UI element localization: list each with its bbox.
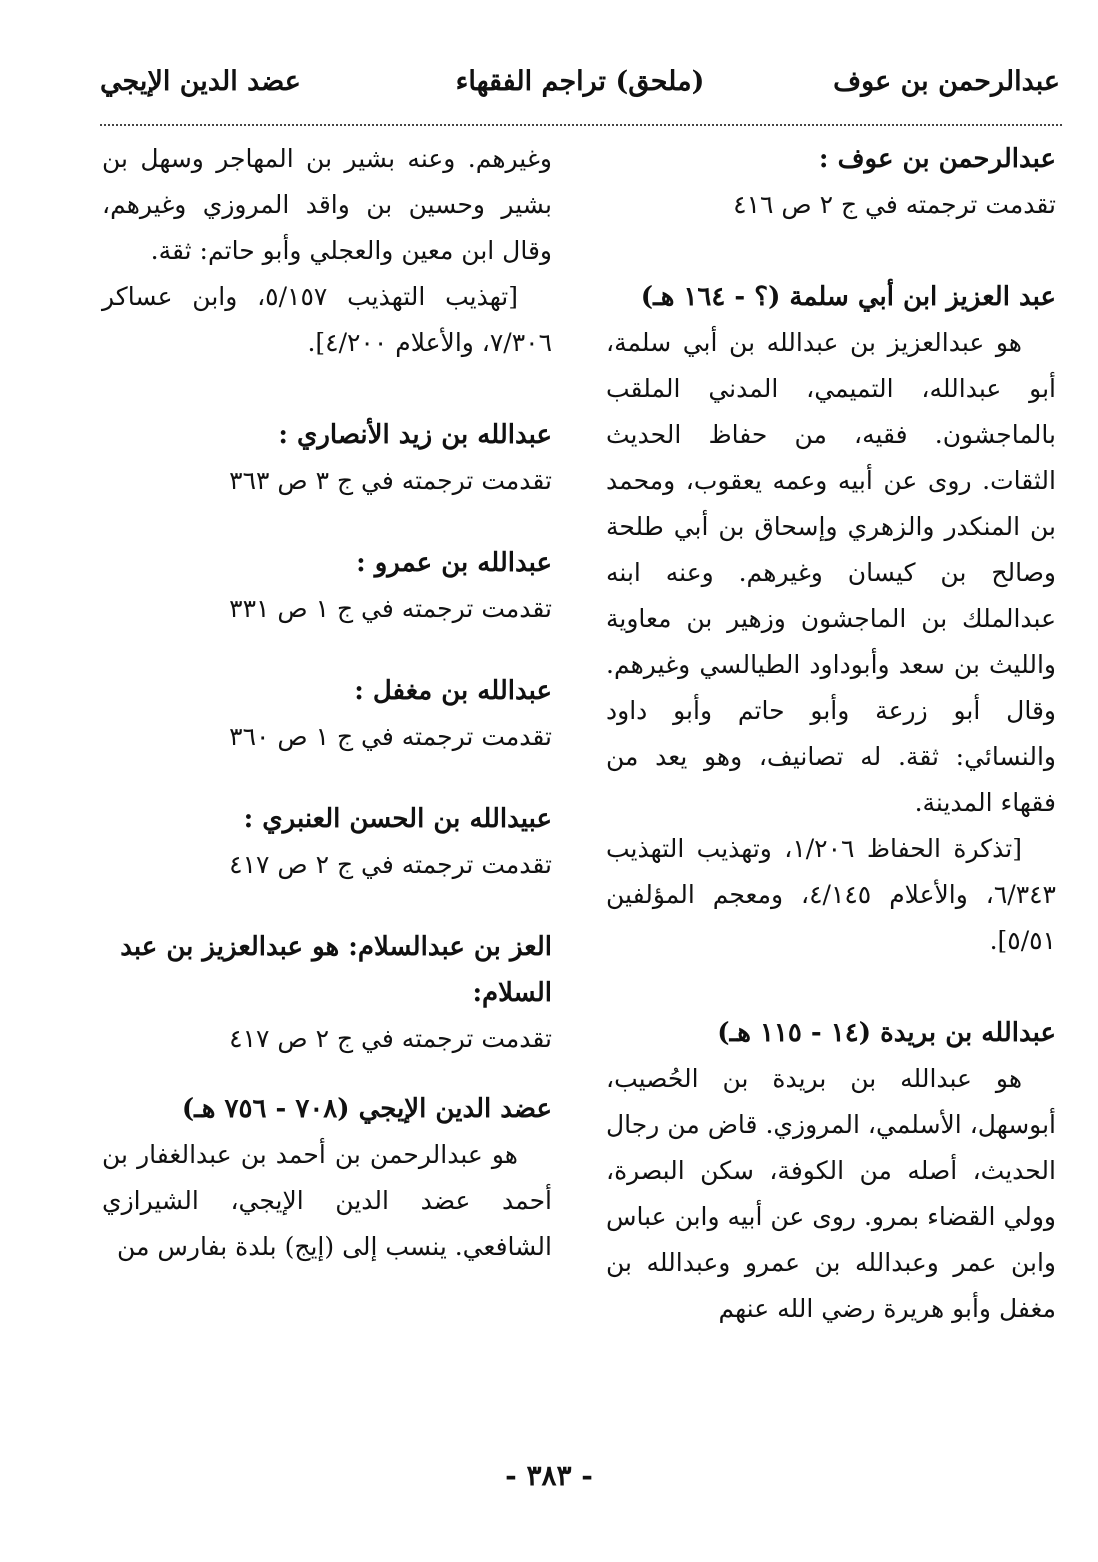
entry-paragraph: تقدمت ترجمته في ج ٢ ص ٤١٦ [733, 190, 1056, 219]
spacer [102, 632, 552, 668]
entry-paragraph: [تهذيب التهذيب ٥/١٥٧، وابن عساكر ٧/٣٠٦، والأعلام ٤/٢٠٠]. [102, 282, 552, 357]
header-divider [100, 124, 1062, 126]
entry-paragraph: تقدمت ترجمته في ج ٢ ص ٤١٧ [229, 850, 552, 879]
spacer [606, 228, 1056, 274]
entry-paragraph: تقدمت ترجمته في ج ٣ ص ٣٦٣ [229, 466, 552, 495]
entry-heading: عبيدالله بن الحسن العنبري : [243, 804, 552, 834]
entry-heading: العز بن عبدالسلام: هو عبدالعزيز بن عبد السلام: [120, 932, 552, 1008]
entry-heading: عبد العزيز ابن أبي سلمة (؟ - ١٦٤ هـ) [640, 282, 1056, 312]
spacer [102, 366, 552, 412]
entry-paragraph: هو عبدالرحمن بن أحمد بن عبدالغفار بن أحمد عضد الدين الإيجي، الشيرازي الشافعي. ينسب إلى (إيج) بلدة بفارس من [102, 1140, 552, 1261]
page-number: - ٣٨٣ - [505, 1459, 593, 1492]
header-left-entry: عضد الدين الإيجي [100, 66, 301, 97]
entry-paragraph: هو عبدالعزيز بن عبدالله بن أبي سلمة، أبو عبدالله، التميمي، المدني الملقب بالماجشون. فقيه، من حفاظ الحديث الثقات. روى عن أبيه وعمه يعقوب، ومحمد بن المنكدر والزهري وإسحاق بن أبي طلحة وصالح بن كيسان وغيرهم. وعنه ابنه عبدالملك بن الماجشون وزهير بن معاوية والليث بن سعد وأبوداود الطيالسي وغيرهم. وقال أبو زرعة وأبو حاتم وأبو داود والنسائي: ثقة. له تصانيف، وهو يعد من فقهاء المدينة. [606, 328, 1056, 817]
entry-paragraph: تقدمت ترجمته في ج ٢ ص ٤١٧ [229, 1024, 552, 1053]
entry-paragraph: تقدمت ترجمته في ج ١ ص ٣٣١ [229, 594, 552, 623]
spacer [102, 888, 552, 924]
entry-heading: عبدالله بن زيد الأنصاري : [278, 420, 552, 450]
entry-heading: عبدالله بن عمرو : [356, 548, 552, 578]
spacer [606, 964, 1056, 1010]
entry-heading: عبدالله بن مغفل : [354, 676, 552, 706]
spacer [102, 504, 552, 540]
spacer [102, 1062, 552, 1086]
entry-heading: عبدالله بن بريدة (١٤ - ١١٥ هـ) [717, 1018, 1056, 1048]
right-column [606, 136, 1056, 1332]
entry-paragraph: [تذكرة الحفاظ ١/٢٠٦، وتهذيب التهذيب ٦/٣٤٣، والأعلام ٤/١٤٥، ومعجم المؤلفين ٥/٥١]. [606, 834, 1056, 955]
header-book-title: (ملحق) تراجم الفقهاء [455, 66, 705, 97]
entry-paragraph: وغيرهم. وعنه بشير بن المهاجر وسهل بن بشير وحسين بن واقد المروزي وغيرهم، وقال ابن معين والعجلي وأبو حاتم: ثقة. [102, 144, 552, 265]
running-header [100, 62, 1060, 106]
entry-heading: عبدالرحمن بن عوف : [818, 144, 1056, 174]
entry-paragraph: هو عبدالله بن بريدة بن الحُصيب، أبوسهل، الأسلمي، المروزي. قاض من رجال الحديث، أصله من الكوفة، سكن البصرة، وولي القضاء بمرو. روى عن أبيه وابن عباس وابن عمر وعبدالله بن عمرو وعبدالله بن مغفل وأبو هريرة رضي الله عنهم [606, 1064, 1056, 1323]
header-right-entry: عبدالرحمن بن عوف [833, 66, 1060, 97]
entry-paragraph: تقدمت ترجمته في ج ١ ص ٣٦٠ [229, 722, 552, 751]
entry-heading: عضد الدين الإيجي (٧٠٨ - ٧٥٦ هـ) [181, 1094, 552, 1124]
left-column [102, 136, 552, 1270]
spacer [102, 760, 552, 796]
